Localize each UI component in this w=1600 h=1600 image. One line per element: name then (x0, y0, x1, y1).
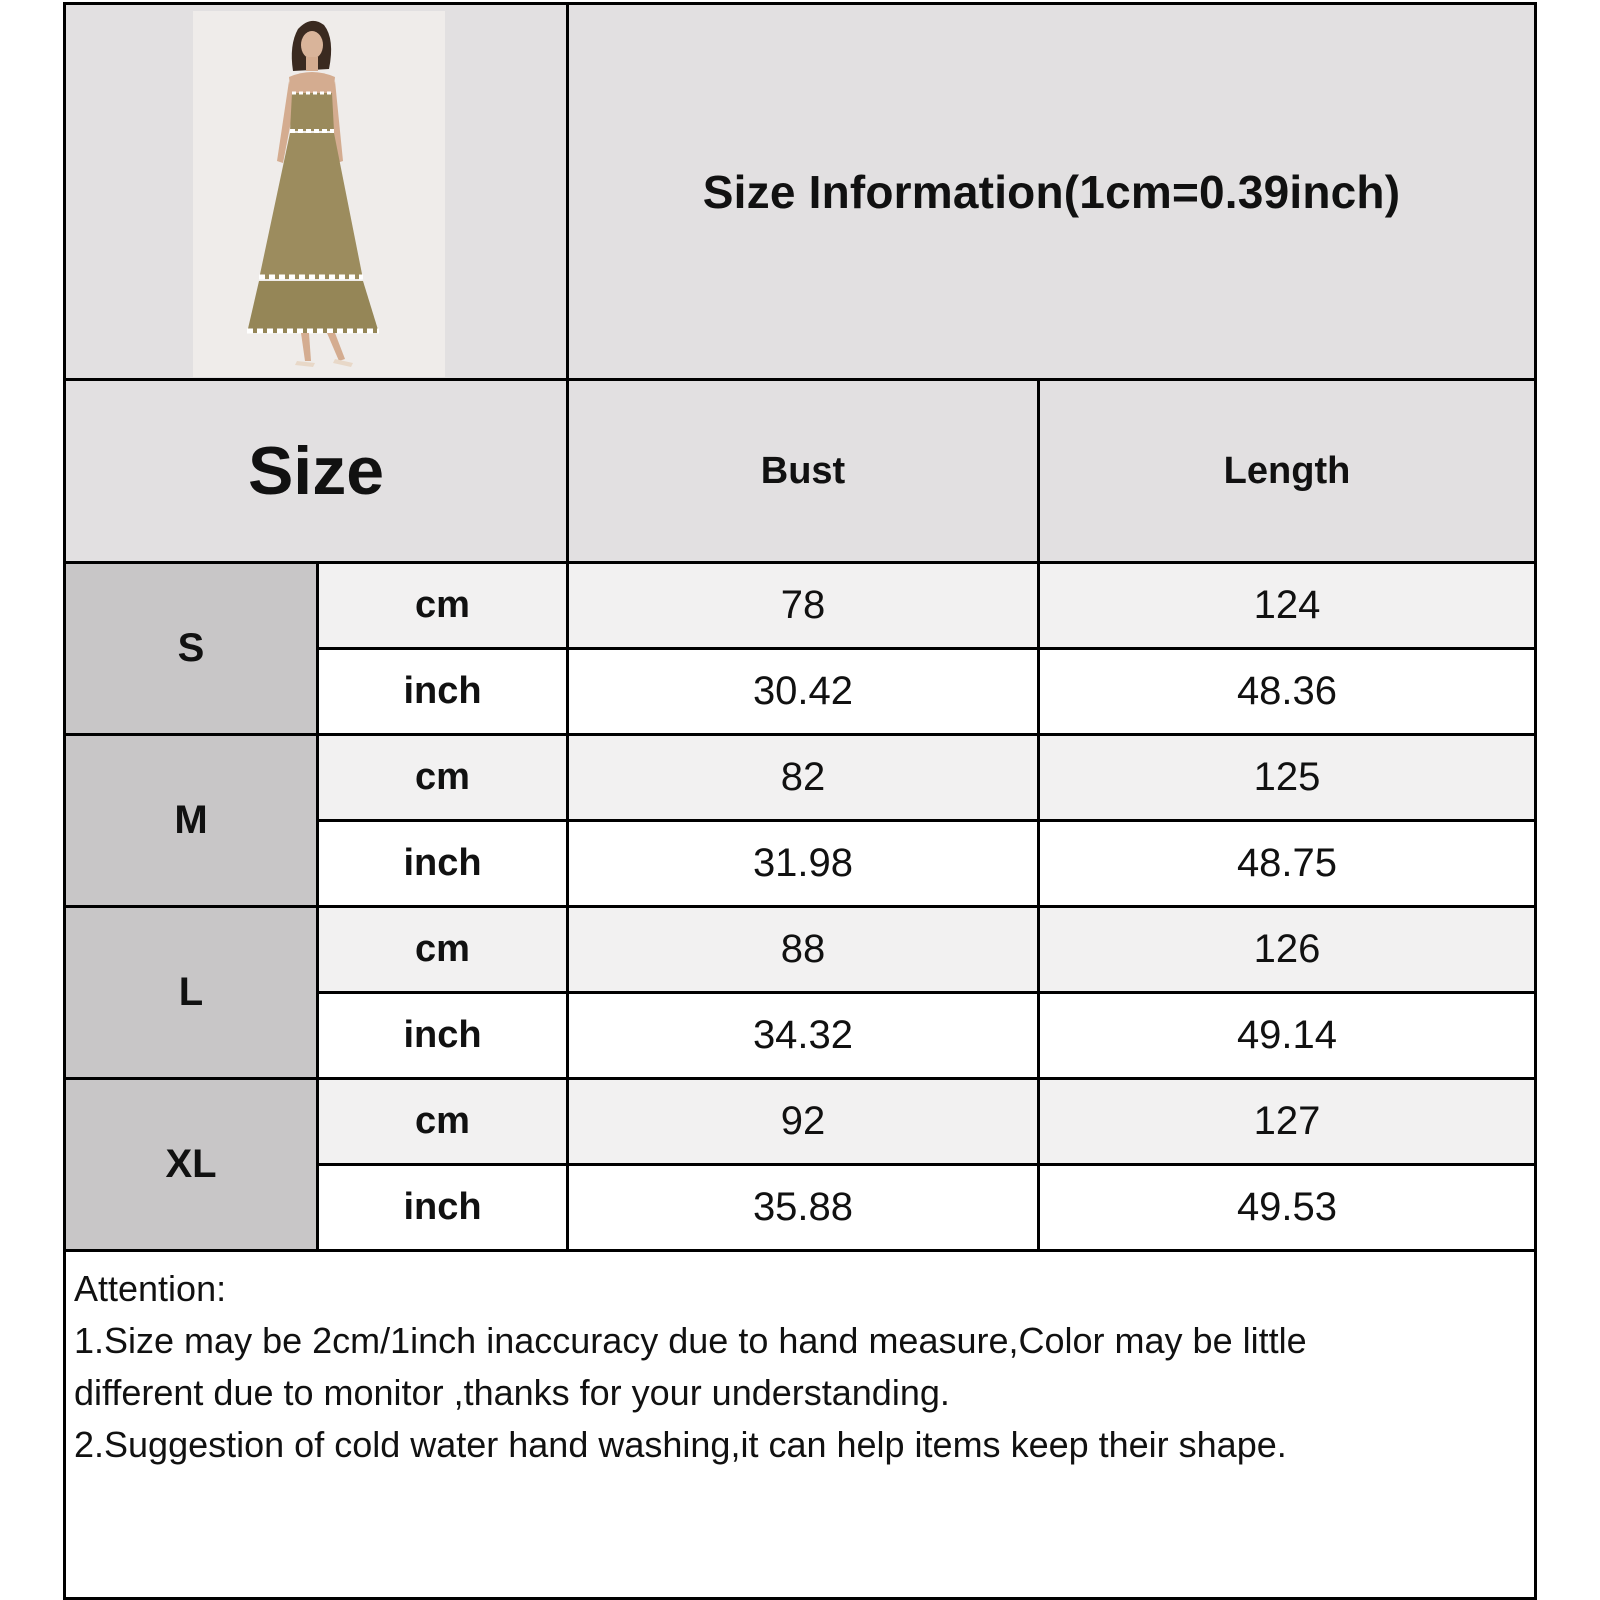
grid-line (66, 905, 1534, 908)
size-header: Size (247, 433, 385, 509)
grid-line (66, 733, 1534, 736)
length-inch-value: 49.53 (1236, 1185, 1338, 1229)
value-cell (1040, 1080, 1534, 1163)
value-cell (1040, 994, 1534, 1077)
bust-cm-value: 92 (780, 1099, 826, 1143)
length-inch-value: 48.36 (1236, 669, 1338, 713)
size-cell-m (66, 736, 316, 905)
value-cell (569, 994, 1037, 1077)
length-header-cell (1040, 381, 1534, 561)
length-header: Length (1223, 449, 1351, 492)
unit-label: cm (415, 584, 470, 626)
grid-line (316, 819, 1534, 822)
unit-cell (319, 1080, 566, 1163)
size-cell-l (66, 908, 316, 1077)
unit-cell (319, 650, 566, 733)
value-cell (1040, 650, 1534, 733)
value-cell (569, 822, 1037, 905)
grid-line (66, 378, 1534, 381)
value-cell (1040, 1166, 1534, 1249)
attention-notes (74, 1263, 1514, 1471)
size-cell-s (66, 564, 316, 733)
length-inch-value: 48.75 (1236, 841, 1338, 885)
grid-line (66, 561, 1534, 564)
unit-label: inch (403, 1186, 482, 1228)
grid-line (1037, 378, 1040, 1252)
bust-header-cell (569, 381, 1037, 561)
value-cell (569, 650, 1037, 733)
length-cm-value: 127 (1253, 1099, 1321, 1143)
value-cell (569, 1080, 1037, 1163)
unit-cell (319, 822, 566, 905)
unit-label: inch (403, 842, 482, 884)
grid-line (566, 5, 569, 1252)
bust-header: Bust (760, 449, 846, 492)
unit-label: cm (415, 928, 470, 970)
length-cm-value: 125 (1253, 755, 1321, 799)
value-cell (569, 736, 1037, 819)
bust-inch-value: 31.98 (752, 841, 854, 885)
value-cell (569, 564, 1037, 647)
bust-inch-value: 34.32 (752, 1013, 854, 1057)
note-line-1: 1.Size may be 2cm/1inch inaccuracy due to hand measure,Color may be little (74, 1320, 1307, 1361)
bust-cm-value: 82 (780, 755, 826, 799)
value-cell (569, 908, 1037, 991)
unit-label: inch (403, 670, 482, 712)
size-cell-xl (66, 1080, 316, 1249)
grid-line (316, 991, 1534, 994)
note-line-2: different due to monitor ,thanks for your understanding. (74, 1372, 950, 1413)
unit-label: cm (415, 756, 470, 798)
length-cm-value: 126 (1253, 927, 1321, 971)
grid-line (316, 1163, 1534, 1166)
size-chart (63, 2, 1537, 1600)
size-header-cell (66, 381, 566, 561)
size-label: S (177, 626, 205, 670)
size-label: M (174, 798, 208, 842)
bust-inch-value: 35.88 (752, 1185, 854, 1229)
grid-line (316, 647, 1534, 650)
value-cell (1040, 822, 1534, 905)
value-cell (1040, 908, 1534, 991)
photo-cell (66, 5, 566, 378)
bust-cm-value: 88 (780, 927, 826, 971)
size-info-title: Size Information(1cm=0.39inch) (702, 165, 1401, 218)
unit-cell (319, 908, 566, 991)
unit-label: inch (403, 1014, 482, 1056)
length-cm-value: 124 (1253, 583, 1321, 627)
value-cell (1040, 736, 1534, 819)
unit-label: cm (415, 1100, 470, 1142)
attention-heading: Attention: (74, 1268, 227, 1309)
bust-inch-value: 30.42 (752, 669, 854, 713)
bust-cm-value: 78 (780, 583, 826, 627)
unit-cell (319, 736, 566, 819)
length-inch-value: 49.14 (1236, 1013, 1338, 1057)
grid-line (66, 1249, 1534, 1252)
unit-cell (319, 994, 566, 1077)
dress-model-image (193, 11, 445, 377)
value-cell (1040, 564, 1534, 647)
product-photo (193, 11, 445, 377)
grid-line (66, 1077, 1534, 1080)
unit-cell (319, 1166, 566, 1249)
value-cell (569, 1166, 1037, 1249)
title-cell (569, 5, 1534, 378)
grid-line (316, 561, 319, 1252)
note-line-3: 2.Suggestion of cold water hand washing,it can help items keep their shape. (74, 1424, 1287, 1465)
size-label: XL (165, 1142, 217, 1186)
size-label: L (178, 970, 204, 1014)
unit-cell (319, 564, 566, 647)
